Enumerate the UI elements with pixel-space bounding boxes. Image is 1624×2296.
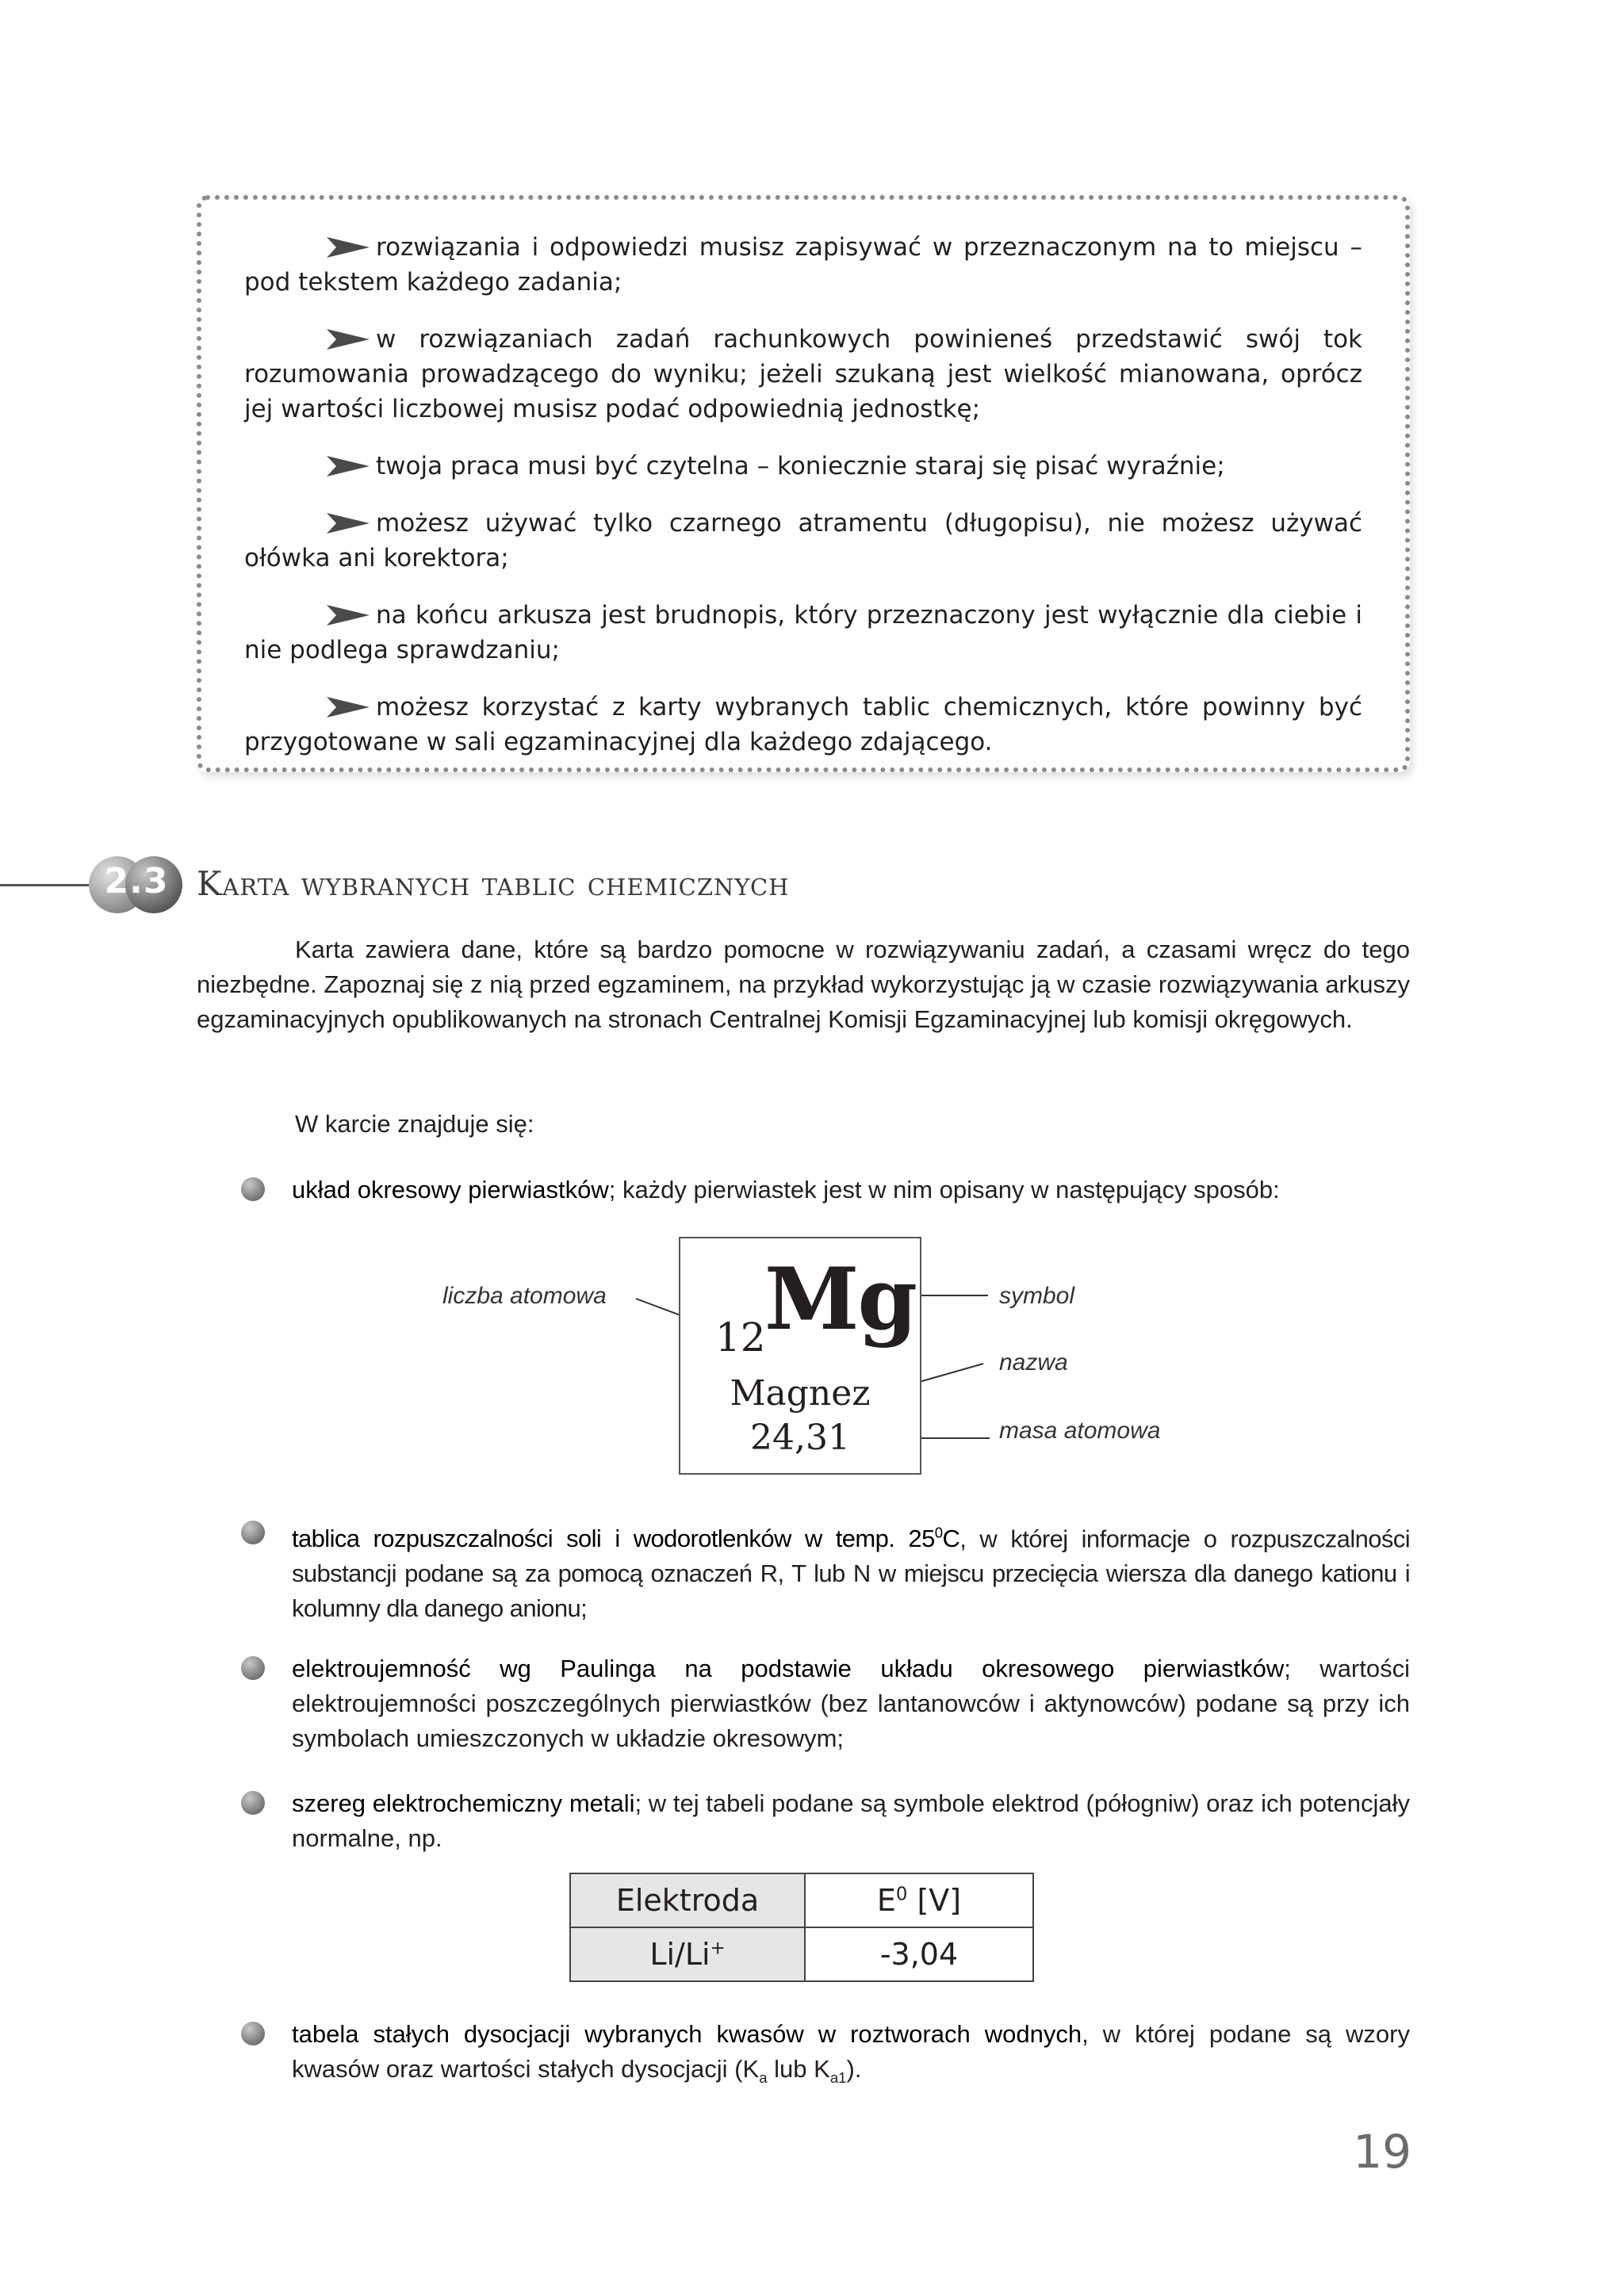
bullet-icon xyxy=(241,1656,265,1680)
instructions-list xyxy=(244,230,1362,782)
label-atomic-mass: masa atomowa xyxy=(999,1418,1161,1444)
electrode-table xyxy=(569,1873,1034,1982)
label-name: nazwa xyxy=(999,1349,1068,1376)
instruction-item: w rozwiązaniach zadań rachunkowych powinieneś przedstawić swój tok rozumowania prowadzącego do wyniku; jeżeli szukaną jest wielkość mianowana, oprócz jej wartości liczbowej musisz podać odpowiednią jednostkę; xyxy=(244,325,1362,423)
section-title: Karta wybranych tablic chemicznych xyxy=(197,864,790,903)
atomic-mass: 24,31 xyxy=(750,1418,850,1458)
table-row xyxy=(570,1927,1033,1981)
instruction-item: możesz korzystać z karty wybranych tablic chemicznych, które powinny być przygotowane w sali egzaminacyjnej dla każdego zdającego. xyxy=(244,693,1362,756)
arrow-bullet-icon xyxy=(327,329,370,350)
list-item: elektroujemność wg Paulinga na podstawie układu okresowego pierwiastków; wartości elektroujemności poszczególnych pierwiastków (bez lantanowców i aktynowców) podane są przy ich symbolach umieszczonych w układzie okresowym; xyxy=(197,1651,1410,1756)
list-item: układ okresowy pierwiastków; każdy pierwiastek jest w nim opisany w następujący sposób: xyxy=(197,1173,1410,1207)
list-item: tablica rozpuszczalności soli i wodorotlenków w temp. $25^0C$, w której informacje o rozpuszczalności substancji podane są za pomocą oznaczeń R, T lub N w miejscu przecięcia wiersza dla danego kationu i kolumny dla danego anionu; xyxy=(197,1516,1410,1626)
bullet-key-term: tabela stałych dysocjacji wybranych kwasów w roztworach wodnych xyxy=(292,2020,1082,2048)
bullet-key-term: układ okresowy pierwiastków xyxy=(292,1176,609,1203)
instruction-item: na końcu arkusza jest brudnopis, który przeznaczony jest wyłącznie dla ciebie i nie podlega sprawdzaniu; xyxy=(244,601,1362,664)
cell-electrode: Li/Li+ xyxy=(570,1927,805,1981)
in-card-paragraph: W karcie znajduje się: xyxy=(295,1110,534,1138)
intro-paragraph: Karta zawiera dane, które są bardzo pomocne w rozwiązywaniu zadań, a czasami wręcz do tego niezbędne. Zapoznaj się z nią przed egzaminem, na przykład wykorzystując ją w czasie rozwiązywania arkuszy egzaminacyjnych opublikowanych na stronach Centralnej Komisji Egzaminacyjnej lub komisji okręgowych. xyxy=(197,936,1410,1033)
bullet-icon xyxy=(241,1521,265,1544)
cell-potential: -3,04 xyxy=(805,1927,1033,1981)
header-electrode: Elektroda xyxy=(570,1873,805,1927)
element-tile-diagram xyxy=(428,1237,1189,1483)
arrow-bullet-icon xyxy=(327,513,370,534)
heading-rule xyxy=(0,884,89,886)
element-name: Magnez xyxy=(730,1373,871,1414)
element-tile xyxy=(679,1237,921,1475)
header-potential: $E^0$ [V] xyxy=(805,1873,1033,1927)
element-symbol: Mg xyxy=(764,1249,917,1349)
arrow-bullet-icon xyxy=(327,237,370,258)
instructions-box xyxy=(197,195,1410,772)
arrow-bullet-icon xyxy=(327,697,370,718)
bullet-key-term: elektroujemność wg Paulinga na podstawie układu okresowego pierwiastków xyxy=(292,1655,1285,1682)
bullet-key-term: szereg elektrochemiczny metali xyxy=(292,1789,635,1817)
table-row xyxy=(570,1873,1033,1927)
list-item: szereg elektrochemiczny metali; w tej tabeli podane są symbole elektrod (półogniw) oraz ich potencjały normalne, np. xyxy=(197,1786,1410,1856)
section-number: 2.3 xyxy=(104,861,169,901)
bullet-key-term: tablica rozpuszczalności soli i wodorotlenków w temp. $25^0C$ xyxy=(292,1525,960,1553)
instruction-item: możesz używać tylko czarnego atramentu (długopisu), nie możesz używać ołówka ani korektora; xyxy=(244,509,1362,572)
list-item: tabela stałych dysocjacji wybranych kwasów w roztworach wodnych, w której podane są wzory kwasów oraz wartości stałych dysocjacji ($K_a$ lub $K_{a1}$). xyxy=(197,2017,1410,2095)
instruction-item: twoja praca musi być czytelna – koniecznie staraj się pisać wyraźnie; xyxy=(244,449,1362,484)
bullet-icon xyxy=(241,2022,265,2045)
atomic-number: 12 xyxy=(715,1314,766,1360)
arrow-bullet-icon xyxy=(327,605,370,626)
label-symbol: symbol xyxy=(999,1283,1075,1309)
arrow-bullet-icon xyxy=(327,456,370,476)
label-atomic-number: liczba atomowa xyxy=(442,1283,607,1309)
bullet-icon xyxy=(241,1791,265,1815)
instruction-item: rozwiązania i odpowiedzi musisz zapisywać w przeznaczonym na to miejscu – pod tekstem każdego zadania; xyxy=(244,233,1362,297)
section-number-badge xyxy=(89,856,184,913)
page-number: 19 xyxy=(1353,2125,1411,2179)
bullet-icon xyxy=(241,1177,265,1201)
